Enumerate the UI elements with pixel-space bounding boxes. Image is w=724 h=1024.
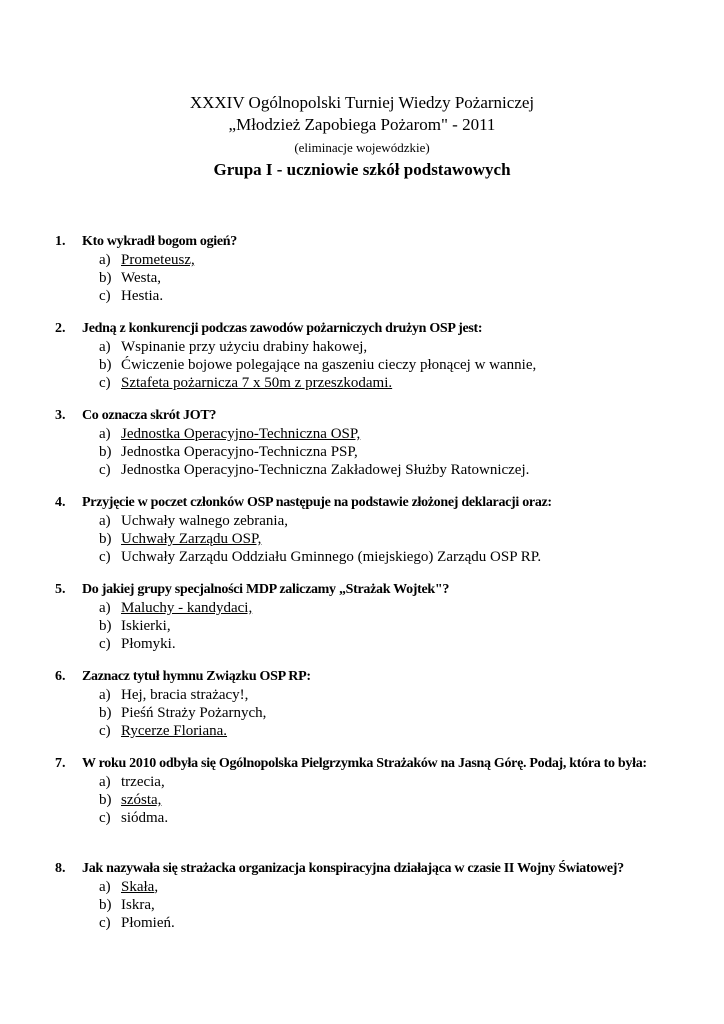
- question-6: [0, 668, 724, 740]
- tournament-title: XXXIV Ogólnopolski Turniej Wiedzy Pożarniczej: [189, 93, 535, 112]
- answer-letter: c): [99, 288, 111, 304]
- question-4: [0, 494, 724, 566]
- answer-text: Iskra,: [121, 897, 155, 913]
- answer-text: Uchwały Zarządu Oddziału Gminnego (miejskiego) Zarządu OSP RP.: [121, 549, 542, 565]
- answer-letter: c): [99, 723, 111, 739]
- answer-text: Jednostka Operacyjno-Techniczna Zakładowej Służby Ratowniczej.: [121, 462, 530, 478]
- answer-a: [0, 338, 724, 356]
- answer-b: [0, 356, 724, 374]
- answer-text: Płomyki.: [121, 636, 176, 652]
- group-title: Grupa I - uczniowie szkół podstawowych: [213, 160, 511, 179]
- answer-underlined-part: Skała: [121, 879, 155, 895]
- answer-letter: a): [99, 600, 111, 616]
- answer-b: [0, 704, 724, 722]
- question-text: Zaznacz tytuł hymnu Związku OSP RP:: [82, 669, 311, 684]
- answer-a: [0, 773, 724, 791]
- answer-letter: b): [99, 357, 112, 373]
- answer-b: [0, 791, 724, 809]
- answer-c: [0, 287, 724, 305]
- tournament-motto: „Młodzież Zapobiega Pożarom" - 2011: [228, 115, 496, 134]
- answer-letter: c): [99, 915, 111, 931]
- answer-letter: b): [99, 897, 112, 913]
- question-number: 7.: [55, 756, 66, 771]
- question-list: [0, 233, 724, 932]
- answer-letter: b): [99, 705, 112, 721]
- answer-a: [0, 512, 724, 530]
- answer-text: Wspinanie przy użyciu drabiny hakowej,: [121, 339, 368, 355]
- answer-letter: b): [99, 270, 112, 286]
- question-7: [0, 755, 724, 827]
- question-text: Jak nazywała się strażacka organizacja konspiracyjna działająca w czasie II Wojny Światowej?: [82, 861, 624, 876]
- answer-letter: c): [99, 810, 111, 826]
- question-text: Co oznacza skrót JOT?: [82, 408, 217, 423]
- question-2: [0, 320, 724, 392]
- question-1: [0, 233, 724, 305]
- answer-text-correct: Jednostka Operacyjno-Techniczna OSP,: [121, 426, 361, 442]
- answer-letter: c): [99, 462, 111, 478]
- answer-letter: c): [99, 375, 111, 391]
- question-number: 4.: [55, 495, 66, 510]
- question-number: 1.: [55, 234, 66, 249]
- question-text: Kto wykradł bogom ogień?: [82, 234, 237, 249]
- answer-text: Uchwały walnego zebrania,: [121, 513, 289, 529]
- question-text: W roku 2010 odbyła się Ogólnopolska Pielgrzymka Strażaków na Jasną Górę. Podaj, która to była:: [82, 756, 647, 771]
- question-number: 8.: [55, 861, 66, 876]
- answer-c: [0, 809, 724, 827]
- answer-text: Hestia.: [121, 288, 164, 304]
- answer-text: Ćwiczenie bojowe polegające na gaszeniu cieczy płonącej w wannie,: [121, 357, 537, 373]
- answer-punctuation: ,: [154, 879, 159, 895]
- answer-text-correct: [121, 878, 158, 896]
- answer-c: [0, 461, 724, 479]
- answer-text-correct: Prometeusz,: [121, 252, 195, 268]
- answer-b: [0, 896, 724, 914]
- answer-b: [0, 530, 724, 548]
- answer-letter: c): [99, 549, 111, 565]
- answer-letter: b): [99, 792, 112, 808]
- answer-text-correct: Uchwały Zarządu OSP,: [121, 531, 262, 547]
- document-header: [0, 92, 724, 182]
- elimination-stage: (eliminacje wojewódzkie): [294, 140, 430, 155]
- question-text: Przyjęcie w poczet członków OSP następuje na podstawie złożonej deklaracji oraz:: [82, 495, 552, 510]
- answer-text-correct: Maluchy - kandydaci,: [121, 600, 253, 616]
- answer-letter: b): [99, 531, 112, 547]
- question-number: 3.: [55, 408, 66, 423]
- answer-b: [0, 443, 724, 461]
- answer-letter: a): [99, 426, 111, 442]
- answer-text-correct: Rycerze Floriana.: [121, 723, 228, 739]
- question-text: Jedną z konkurencji podczas zawodów pożarniczych drużyn OSP jest:: [82, 321, 483, 336]
- answer-letter: a): [99, 513, 111, 529]
- answer-letter: a): [99, 252, 111, 268]
- answer-text: siódma.: [121, 810, 169, 826]
- question-3: [0, 407, 724, 479]
- question-8: [0, 860, 724, 932]
- answer-c: [0, 722, 724, 740]
- answer-text: Westa,: [121, 270, 162, 286]
- answer-text: Jednostka Operacyjno-Techniczna PSP,: [121, 444, 358, 460]
- answer-b: [0, 269, 724, 287]
- answer-letter: a): [99, 774, 111, 790]
- answer-letter: b): [99, 444, 112, 460]
- answer-text: Pieśń Straży Pożarnych,: [121, 705, 267, 721]
- answer-text: trzecia,: [121, 774, 165, 790]
- answer-c: [0, 914, 724, 932]
- question-5: [0, 581, 724, 653]
- answer-letter: a): [99, 879, 111, 895]
- answer-c: [0, 635, 724, 653]
- answer-text-correct: szósta,: [121, 792, 162, 808]
- answer-letter: a): [99, 339, 111, 355]
- answer-a: [0, 251, 724, 269]
- answer-c: [0, 374, 724, 392]
- answer-a: [0, 686, 724, 704]
- answer-text: Iskierki,: [121, 618, 171, 634]
- question-number: 6.: [55, 669, 66, 684]
- answer-a: [0, 425, 724, 443]
- answer-text: Płomień.: [121, 915, 175, 931]
- answer-letter: a): [99, 687, 111, 703]
- answer-letter: c): [99, 636, 111, 652]
- answer-a: [0, 878, 724, 896]
- question-text: Do jakiej grupy specjalności MDP zaliczamy „Strażak Wojtek"?: [82, 582, 450, 597]
- question-number: 2.: [55, 321, 66, 336]
- answer-c: [0, 548, 724, 566]
- question-number: 5.: [55, 582, 66, 597]
- answer-b: [0, 617, 724, 635]
- answer-text-correct: Sztafeta pożarnicza 7 x 50m z przeszkodami.: [121, 375, 393, 391]
- answer-letter: b): [99, 618, 112, 634]
- answer-text: Hej, bracia strażacy!,: [121, 687, 249, 703]
- answer-a: [0, 599, 724, 617]
